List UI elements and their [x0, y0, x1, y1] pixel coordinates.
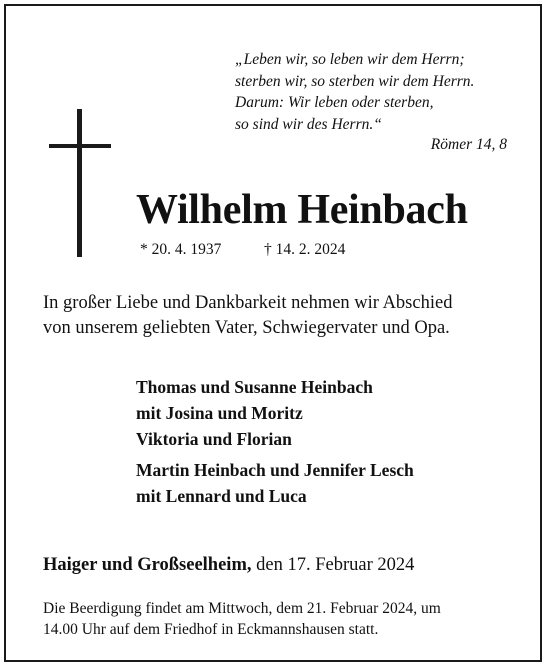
quote-line: so sind wir des Herrn.“ [235, 115, 382, 133]
message-line: In großer Liebe und Dankbarkeit nehmen wir Abschied [43, 293, 453, 313]
mourners-group-1 [136, 374, 373, 452]
funeral-line: Die Beerdigung findet am Mittwoch, dem 21. Februar 2024, um [43, 600, 441, 617]
cross-vertical-bar [77, 109, 82, 257]
mourner-line: mit Josina und Moritz [136, 403, 303, 423]
quote-line: Darum: Wir leben oder sterben, [235, 94, 434, 111]
notice-frame [4, 4, 542, 662]
birth-date: * 20. 4. 1937 [140, 241, 222, 258]
place: Haiger und Großseelheim, [43, 555, 252, 575]
message-line: von unserem geliebten Vater, Schwiegervater und Opa. [43, 318, 450, 338]
cross-horizontal-bar [49, 144, 111, 148]
farewell-message [43, 291, 513, 341]
bible-quote [235, 49, 525, 135]
place-and-date [43, 555, 414, 576]
date: den 17. Februar 2024 [256, 555, 415, 575]
mourner-line: Martin Heinbach und Jennifer Lesch [136, 460, 414, 480]
funeral-line: 14.00 Uhr auf dem Friedhof in Eckmannshausen statt. [43, 621, 379, 638]
quote-line: „Leben wir, so leben wir dem Herrn; [235, 51, 465, 68]
mourner-line: Thomas und Susanne Heinbach [136, 377, 373, 397]
mourner-line: mit Lennard und Luca [136, 486, 307, 506]
mourners-group-2 [136, 457, 414, 509]
quote-reference: Römer 14, 8 [430, 136, 507, 153]
deceased-name: Wilhelm Heinbach [136, 187, 468, 233]
quote-line: sterben wir, so sterben wir dem Herrn. [235, 72, 475, 90]
funeral-info [43, 598, 441, 640]
death-date: † 14. 2. 2024 [264, 241, 346, 258]
mourner-line: Viktoria und Florian [136, 429, 292, 449]
